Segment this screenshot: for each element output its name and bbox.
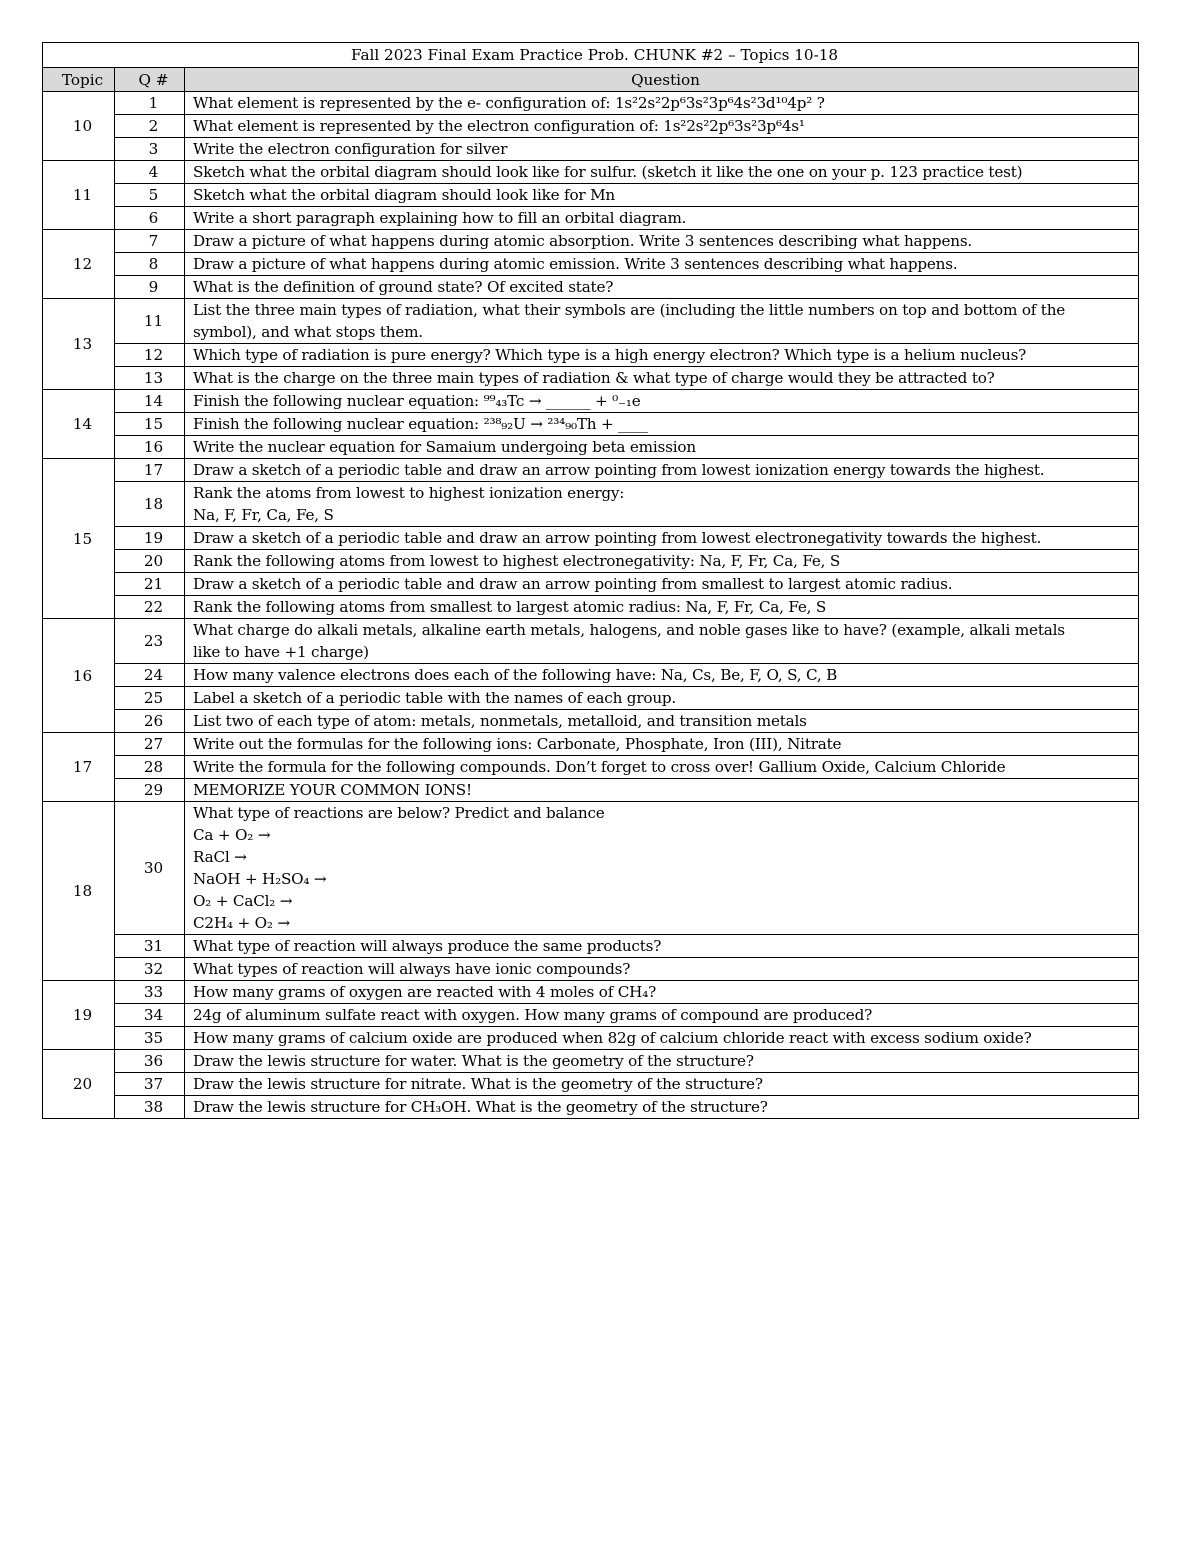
question-number: 22 — [115, 596, 185, 619]
question-number: 33 — [115, 981, 185, 1004]
question-row — [43, 573, 1139, 596]
question-row — [43, 981, 1139, 1004]
question-line: C2H₄ + O₂ → — [193, 914, 290, 932]
question-text — [185, 138, 1139, 161]
topic-number: 11 — [43, 161, 115, 230]
question-number: 27 — [115, 733, 185, 756]
question-line: Na, F, Fr, Ca, Fe, S — [193, 506, 334, 524]
question-line: What types of reaction will always have ionic compounds? — [193, 960, 631, 978]
question-line: Sketch what the orbital diagram should look like for sulfur. (sketch it like the one on your p. 123 practice test) — [193, 163, 1023, 181]
question-line: What type of reactions are below? Predict and balance — [193, 804, 605, 822]
question-line: How many valence electrons does each of the following have: Na, Cs, Be, F, O, S, C, B — [193, 666, 838, 684]
question-text — [185, 733, 1139, 756]
question-line: How many grams of oxygen are reacted with 4 moles of CH₄? — [193, 983, 657, 1001]
topic-number: 20 — [43, 1050, 115, 1119]
question-row — [43, 482, 1139, 527]
question-text — [185, 527, 1139, 550]
question-line: Draw the lewis structure for water. What is the geometry of the structure? — [193, 1052, 754, 1070]
question-text — [185, 935, 1139, 958]
question-text — [185, 550, 1139, 573]
question-row — [43, 230, 1139, 253]
question-line: Draw a sketch of a periodic table and draw an arrow pointing from lowest electronegativity towards the highest. — [193, 529, 1042, 547]
question-number: 37 — [115, 1073, 185, 1096]
question-line: Draw a picture of what happens during atomic absorption. Write 3 sentences describing what happens. — [193, 232, 973, 250]
question-number: 8 — [115, 253, 185, 276]
question-text — [185, 115, 1139, 138]
question-column-header: Question — [185, 68, 1139, 92]
question-row — [43, 459, 1139, 482]
topic-number: 16 — [43, 619, 115, 733]
question-text — [185, 687, 1139, 710]
question-number: 13 — [115, 367, 185, 390]
title-row — [43, 43, 1139, 68]
question-line: Rank the following atoms from smallest to largest atomic radius: Na, F, Fr, Ca, Fe, S — [193, 598, 827, 616]
question-text — [185, 981, 1139, 1004]
question-line: What charge do alkali metals, alkaline earth metals, halogens, and noble gases like to have? (example, alkali metals — [193, 621, 1065, 639]
question-line: Draw a sketch of a periodic table and draw an arrow pointing from lowest ionization energy towards the highest. — [193, 461, 1045, 479]
question-row — [43, 733, 1139, 756]
question-number: 24 — [115, 664, 185, 687]
question-text — [185, 756, 1139, 779]
question-number: 34 — [115, 1004, 185, 1027]
topic-number: 15 — [43, 459, 115, 619]
question-row — [43, 367, 1139, 390]
question-line: 24g of aluminum sulfate react with oxygen. How many grams of compound are produced? — [193, 1006, 873, 1024]
question-line: What type of reaction will always produce the same products? — [193, 937, 662, 955]
question-text — [185, 573, 1139, 596]
question-row — [43, 344, 1139, 367]
question-number: 35 — [115, 1027, 185, 1050]
question-line: Finish the following nuclear equation: ²³⁸₉₂U → ²³⁴₉₀Th + ____ — [193, 415, 648, 433]
topic-number: 12 — [43, 230, 115, 299]
question-line: O₂ + CaCl₂ → — [193, 892, 293, 910]
question-row — [43, 92, 1139, 115]
question-number: 19 — [115, 527, 185, 550]
question-number: 4 — [115, 161, 185, 184]
question-number: 20 — [115, 550, 185, 573]
question-row — [43, 802, 1139, 935]
question-number: 5 — [115, 184, 185, 207]
topic-number: 18 — [43, 802, 115, 981]
question-text — [185, 802, 1139, 935]
question-line: How many grams of calcium oxide are produced when 82g of calcium chloride react with excess sodium oxide? — [193, 1029, 1032, 1047]
question-line: Rank the atoms from lowest to highest ionization energy: — [193, 484, 625, 502]
question-number: 21 — [115, 573, 185, 596]
question-line: Draw the lewis structure for nitrate. What is the geometry of the structure? — [193, 1075, 763, 1093]
question-row — [43, 1004, 1139, 1027]
question-text — [185, 344, 1139, 367]
question-number: 11 — [115, 299, 185, 344]
question-number: 14 — [115, 390, 185, 413]
question-text — [185, 92, 1139, 115]
question-number: 12 — [115, 344, 185, 367]
question-row — [43, 276, 1139, 299]
question-row — [43, 619, 1139, 664]
document-title: Fall 2023 Final Exam Practice Prob. CHUNK #2 – Topics 10-18 — [43, 43, 1139, 68]
topic-number: 10 — [43, 92, 115, 161]
practice-problems-table — [42, 42, 1139, 1119]
question-number: 6 — [115, 207, 185, 230]
question-line: Draw the lewis structure for CH₃OH. What is the geometry of the structure? — [193, 1098, 768, 1116]
topic-number: 14 — [43, 390, 115, 459]
question-line: Which type of radiation is pure energy? Which type is a high energy electron? Which type is a helium nucleus? — [193, 346, 1027, 364]
question-row — [43, 958, 1139, 981]
question-text — [185, 299, 1139, 344]
question-number: 36 — [115, 1050, 185, 1073]
question-text — [185, 1050, 1139, 1073]
question-row — [43, 413, 1139, 436]
question-line: like to have +1 charge) — [193, 643, 369, 661]
question-line: What is the definition of ground state? Of excited state? — [193, 278, 614, 296]
question-row — [43, 184, 1139, 207]
question-line: What element is represented by the e- configuration of: 1s²2s²2p⁶3s²3p⁶4s²3d¹⁰4p² ? — [193, 94, 825, 112]
question-text — [185, 459, 1139, 482]
question-number: 25 — [115, 687, 185, 710]
topic-number: 17 — [43, 733, 115, 802]
question-number: 15 — [115, 413, 185, 436]
question-text — [185, 207, 1139, 230]
question-line: Write out the formulas for the following ions: Carbonate, Phosphate, Iron (III), Nitrate — [193, 735, 842, 753]
question-number: 29 — [115, 779, 185, 802]
question-line: RaCl → — [193, 848, 247, 866]
question-line: Write the electron configuration for silver — [193, 140, 508, 158]
question-number-column-header: Q # — [115, 68, 185, 92]
question-line: symbol), and what stops them. — [193, 323, 423, 341]
question-row — [43, 161, 1139, 184]
question-number: 2 — [115, 115, 185, 138]
question-row — [43, 1027, 1139, 1050]
question-row — [43, 207, 1139, 230]
question-number: 26 — [115, 710, 185, 733]
question-line: What is the charge on the three main types of radiation & what type of charge would they be attracted to? — [193, 369, 995, 387]
question-row — [43, 710, 1139, 733]
topic-column-header: Topic — [43, 68, 115, 92]
question-text — [185, 436, 1139, 459]
question-number: 9 — [115, 276, 185, 299]
question-number: 30 — [115, 802, 185, 935]
question-row — [43, 935, 1139, 958]
question-text — [185, 276, 1139, 299]
question-line: MEMORIZE YOUR COMMON IONS! — [193, 781, 472, 799]
question-line: Write a short paragraph explaining how to fill an orbital diagram. — [193, 209, 687, 227]
question-row — [43, 138, 1139, 161]
question-text — [185, 390, 1139, 413]
question-text — [185, 710, 1139, 733]
question-row — [43, 1050, 1139, 1073]
question-text — [185, 958, 1139, 981]
question-line: What element is represented by the electron configuration of: 1s²2s²2p⁶3s²3p⁶4s¹ — [193, 117, 805, 135]
question-text — [185, 779, 1139, 802]
question-line: NaOH + H₂SO₄ → — [193, 870, 327, 888]
question-row — [43, 436, 1139, 459]
question-line: Rank the following atoms from lowest to highest electronegativity: Na, F, Fr, Ca, Fe, S — [193, 552, 841, 570]
question-row — [43, 687, 1139, 710]
question-line: Sketch what the orbital diagram should look like for Mn — [193, 186, 616, 204]
question-line: List two of each type of atom: metals, nonmetals, metalloid, and transition metals — [193, 712, 807, 730]
question-text — [185, 1004, 1139, 1027]
question-number: 17 — [115, 459, 185, 482]
question-row — [43, 596, 1139, 619]
question-row — [43, 550, 1139, 573]
question-row — [43, 253, 1139, 276]
header-row — [43, 68, 1139, 92]
question-number: 31 — [115, 935, 185, 958]
question-number: 23 — [115, 619, 185, 664]
question-line: Draw a sketch of a periodic table and draw an arrow pointing from smallest to largest atomic radius. — [193, 575, 953, 593]
question-text — [185, 1027, 1139, 1050]
question-line: List the three main types of radiation, what their symbols are (including the little numbers on top and bottom of the — [193, 301, 1066, 319]
question-number: 1 — [115, 92, 185, 115]
question-number: 7 — [115, 230, 185, 253]
question-row — [43, 390, 1139, 413]
question-line: Finish the following nuclear equation: ⁹⁹₄₃Tc → ______ + ⁰₋₁e — [193, 392, 641, 410]
question-number: 18 — [115, 482, 185, 527]
question-number: 38 — [115, 1096, 185, 1119]
question-text — [185, 664, 1139, 687]
question-row — [43, 1096, 1139, 1119]
question-row — [43, 756, 1139, 779]
question-text — [185, 253, 1139, 276]
question-row — [43, 527, 1139, 550]
question-text — [185, 619, 1139, 664]
question-line: Write the formula for the following compounds. Don’t forget to cross over! Gallium Oxide, Calcium Chloride — [193, 758, 1006, 776]
question-number: 3 — [115, 138, 185, 161]
question-text — [185, 161, 1139, 184]
question-line: Write the nuclear equation for Samaium undergoing beta emission — [193, 438, 696, 456]
question-number: 16 — [115, 436, 185, 459]
question-text — [185, 367, 1139, 390]
question-line: Ca + O₂ → — [193, 826, 271, 844]
question-row — [43, 299, 1139, 344]
topic-number: 13 — [43, 299, 115, 390]
question-text — [185, 184, 1139, 207]
question-row — [43, 779, 1139, 802]
question-number: 32 — [115, 958, 185, 981]
question-row — [43, 1073, 1139, 1096]
topic-number: 19 — [43, 981, 115, 1050]
question-text — [185, 230, 1139, 253]
question-line: Label a sketch of a periodic table with the names of each group. — [193, 689, 677, 707]
question-line: Draw a picture of what happens during atomic emission. Write 3 sentences describing what happens. — [193, 255, 958, 273]
question-row — [43, 664, 1139, 687]
question-text — [185, 1073, 1139, 1096]
question-text — [185, 1096, 1139, 1119]
question-number: 28 — [115, 756, 185, 779]
question-text — [185, 482, 1139, 527]
question-text — [185, 596, 1139, 619]
question-text — [185, 413, 1139, 436]
question-row — [43, 115, 1139, 138]
